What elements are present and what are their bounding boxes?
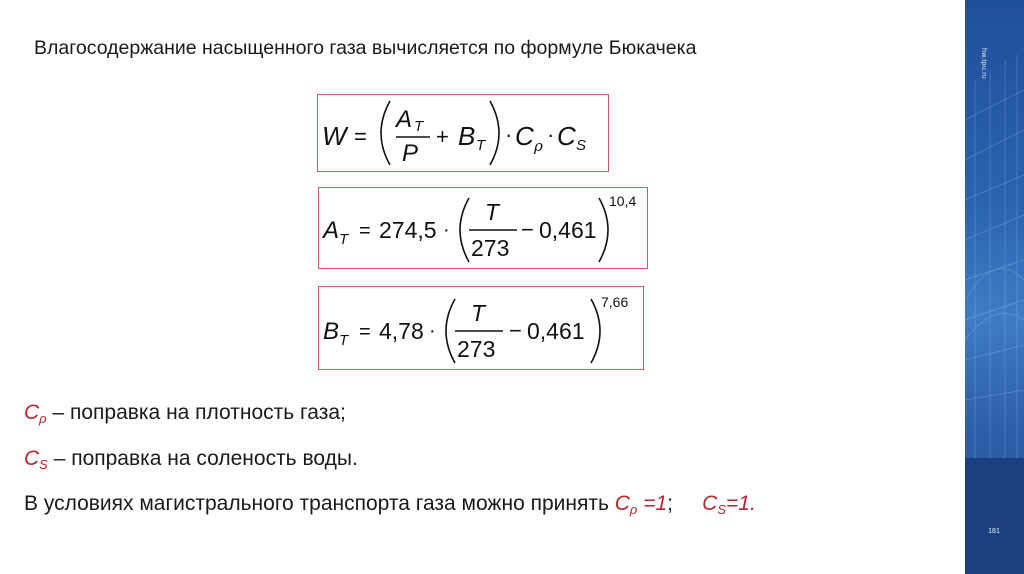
condition-cs: $C_S=1$. [702,492,756,517]
formula-w-rho: ρ [534,137,543,155]
formula-w-C: C [515,121,534,151]
cp-text: – поправка на плотность газа; [46,401,346,424]
formula-w-A-sub: T [414,118,424,135]
formula-b-exp: 7,66 [601,294,629,310]
formula-b-den: 273 [457,336,496,362]
formula-w-S: S [576,137,587,154]
formula-b-eq: = [359,321,371,343]
formula-b-dot: · [429,320,436,342]
left-paren [446,299,455,363]
formula-b-num: T [471,300,486,326]
right-paren [599,198,608,262]
cs-symbol: $C_S$ [24,447,48,472]
formula-w-eq: = [354,124,367,149]
formula-b-lhs: B [323,318,340,345]
condition-separator: ; [667,492,703,515]
left-paren [460,198,469,262]
definition-cs [24,447,358,472]
cs-text: – поправка на соленость воды. [47,447,358,470]
formula-w-box [317,94,609,172]
cp-symbol: $C_\rho$ [24,401,47,426]
formula-a-box [318,187,648,269]
formula-b-minus: − [509,318,522,343]
formula-b-coef: 4,78 [379,318,424,344]
formula-w-C2: C [557,121,576,151]
page-number: 181 [988,528,1000,535]
formula-w-P: P [402,140,419,167]
formula-a-den: 273 [471,235,510,261]
formula-w-plus: + [436,124,449,149]
condition-cp: $C_\rho =1$ [614,492,668,517]
formula-b-lhs-sub: T [339,332,349,349]
formula-a-lhs: A [323,217,340,244]
formula-a-coef: 274,5 [379,217,437,243]
condition-text: В условиях магистрального транспорта газа можно принять [24,492,615,515]
left-paren [381,101,390,165]
formula-a [319,188,647,268]
formula-a-num: T [485,199,500,225]
right-paren [591,299,600,363]
formula-w-A: A [396,106,413,133]
formula-b [319,287,643,369]
condition-line [24,492,756,517]
formula-w-dot1: · [505,122,513,147]
formula-w-dot2: · [547,122,555,147]
site-label: hw.tpu.ru [980,48,987,80]
right-paren [490,101,499,165]
formula-a-exp: 10,4 [609,193,637,209]
formula-b-const: 0,461 [527,318,585,344]
page-title: Влагосодержание насыщенного газа вычисляется по формуле Бюкачека [34,37,697,59]
formula-a-dot: · [443,219,450,241]
formula-w-lhs: W [322,121,347,151]
formula-w [318,95,608,171]
formula-w-B: B [458,121,476,151]
sidebar-decoration [965,0,1024,574]
formula-w-B-sub: T [476,137,486,154]
formula-a-lhs-sub: T [339,231,349,248]
definition-cp [24,401,346,426]
formula-a-const: 0,461 [539,217,597,243]
sidebar-band [965,458,1024,574]
formula-b-box [318,286,644,370]
formula-a-minus: − [521,217,534,242]
formula-a-eq: = [359,220,371,242]
